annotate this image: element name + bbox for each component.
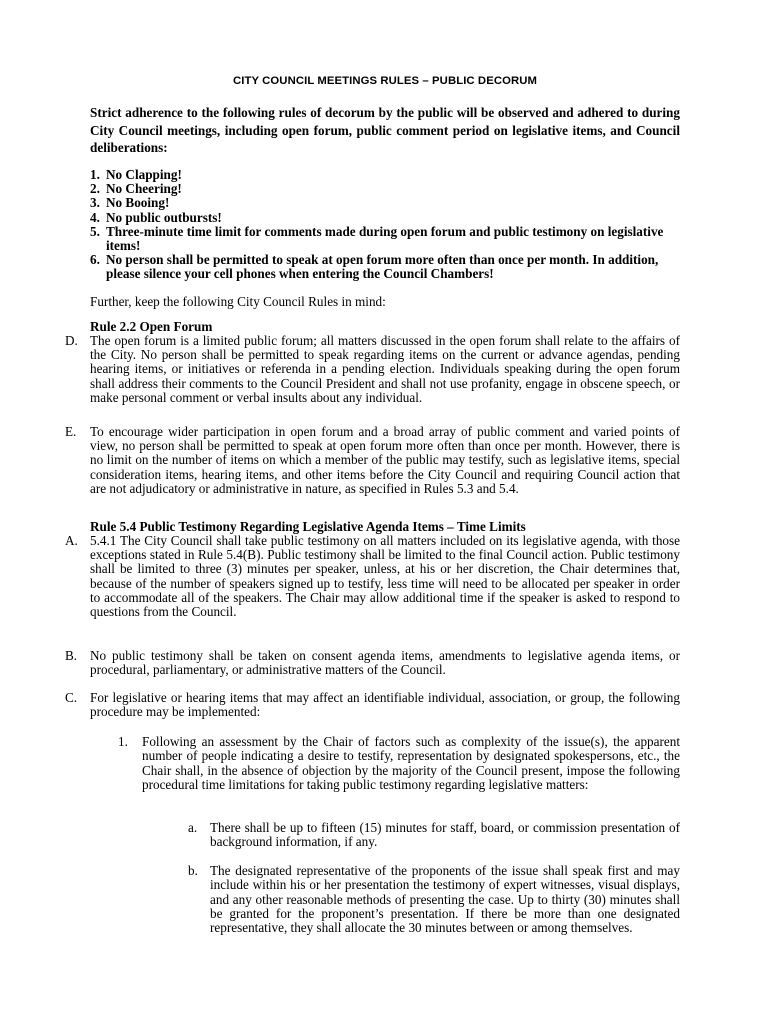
paragraph-text: For legislative or hearing items that may affect an identifiable individual, association, or group, the following procedure may be implemented: [90, 690, 680, 720]
paragraph-text: The open forum is a limited public forum; all matters discussed in the open forum shall relate to the affairs of the City. No person shall be permitted to speak regarding items on the current or advance agendas, pending hearing items, or initiatives or referenda in a pending election. Individuals speaking during the open forum shall address their comments to the Council President and shall not use profanity, engage in obscene speech, or make personal comment or verbal insults about any individual. [90, 333, 680, 405]
paragraph-label: C. [65, 690, 78, 705]
decorum-rules-list [90, 168, 685, 282]
list-item-text: Three-minute time limit for comments made during open forum and public testimony on legislative items! [106, 223, 664, 254]
rule-5-4-heading: Rule 5.4 Public Testimony Regarding Legislative Agenda Items – Time Limits [90, 519, 526, 534]
paragraph-label: E. [65, 424, 77, 439]
list-item [90, 253, 685, 281]
procedure-item-1 [118, 735, 680, 792]
list-item-number: 1. [90, 167, 100, 182]
list-item [90, 211, 685, 225]
procedure-item-b [188, 864, 680, 935]
list-item-number: 3. [90, 195, 100, 211]
paragraph-label: A. [65, 533, 78, 548]
paragraph-label: a. [188, 820, 198, 835]
list-item-text: No Clapping! [106, 167, 182, 182]
paragraph-text: No public testimony shall be taken on consent agenda items, amendments to legislative agenda items, or procedural, parliamentary, or administrative matters of the Council. [90, 648, 680, 678]
list-item-number: 4. [90, 209, 100, 225]
paragraph-label: 1. [118, 734, 128, 749]
rule-2-2-paragraph-d [65, 334, 680, 405]
paragraph-label: D. [65, 333, 78, 348]
rule-2-2-paragraph-e [65, 425, 680, 496]
list-item-number: 2. [90, 181, 100, 197]
list-item [90, 225, 685, 253]
list-item-number: 6. [90, 252, 100, 268]
list-item-text: No Cheering! [106, 181, 182, 197]
paragraph-label: B. [65, 648, 78, 663]
paragraph-text: The designated representative of the proponents of the issue shall speak first and may include within his or her presentation the testimony of expert witnesses, visual displays, and any other reasonable methods of presenting the case. Up to thirty (30) minutes shall be granted for the proponent’s presentation. If there be more than one designated representative, they shall allocate the 30 minutes between or among themselves. [210, 863, 680, 936]
paragraph-text: There shall be up to fifteen (15) minutes for staff, board, or commission presentation of background information, if any. [210, 820, 680, 850]
list-item [90, 182, 685, 196]
rule-5-4-paragraph-c [65, 691, 680, 719]
paragraph-text: To encourage wider participation in open forum and a broad array of public comment and varied points of view, no person shall be permitted to speak at open forum more often than once per month. However, there is no limit on the number of items on which a member of the public may testify, such as legislative items, special consideration items, hearing items, and other items before the City Council and requiring Council action that are not adjudicatory or administrative in nature, as specified in Rules 5.3 and 5.4. [90, 424, 680, 496]
paragraph-label: b. [188, 863, 198, 878]
rule-2-2-heading: Rule 2.2 Open Forum [90, 319, 213, 334]
rule-5-4-paragraph-b [65, 649, 680, 677]
list-item [90, 168, 685, 182]
list-item-text: No public outbursts! [106, 209, 222, 225]
intro-paragraph: Strict adherence to the following rules of decorum by the public will be observed and adhered to during City Council meetings, including open forum, public comment period on legislative items, and Council deliberations: [90, 105, 680, 155]
list-item [90, 196, 685, 210]
list-item-text: No Booing! [106, 195, 170, 211]
list-item-number: 5. [90, 223, 100, 239]
paragraph-text: Following an assessment by the Chair of factors such as complexity of the issue(s), the apparent number of people indicating a desire to testify, representation by designated spokespersons, etc., the Chair shall, in the absence of objection by the majority of the Council present, impose the following procedural time limitations for taking public testimony regarding legislative matters: [142, 734, 680, 792]
page-title: CITY COUNCIL MEETINGS RULES – PUBLIC DECORUM [233, 75, 537, 87]
rule-5-4-paragraph-a [65, 534, 680, 619]
paragraph-text: 5.4.1 The City Council shall take public testimony on all matters included on its legislative agenda, with those exceptions stated in Rule 5.4(B). Public testimony shall be limited to the final Council action. Public testimony shall be limited to three (3) minutes per speaker, unless, at his or her discretion, the Chair determines that, because of the number of speakers signed up to testify, less time will need to be allocated per speaker in order to accommodate all of the speakers. The Chair may allow additional time if the speaker is asked to respond to questions from the Council. [90, 533, 680, 620]
list-item-text: No person shall be permitted to speak at open forum more often than once per month. In addition, please silence your cell phones when entering the Council Chambers! [106, 252, 659, 282]
further-note: Further, keep the following City Council Rules in mind: [90, 294, 386, 309]
procedure-item-a [188, 821, 680, 850]
